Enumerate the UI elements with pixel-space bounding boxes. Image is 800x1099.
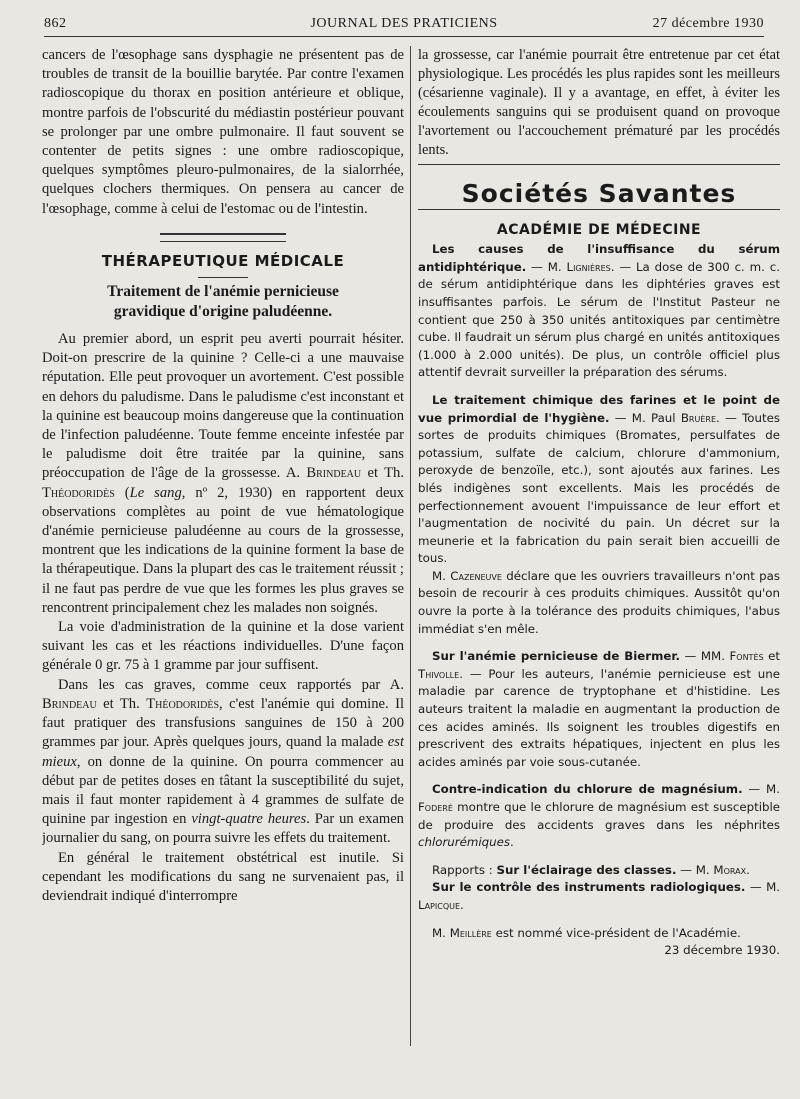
author-name: Meillère (449, 925, 492, 940)
text: et Th. (361, 465, 404, 482)
societes-savantes-title: Sociétés Savantes (461, 179, 737, 208)
item-serum (418, 241, 780, 382)
text: . — Pour les auteurs, l'anémie pernicieuse est une maladie par carence de tryptophane et d'histidine. Les auteurs traitent la maladie en augmentant la production de ces acides aminés. Ils soignent les troubles digestifs en prescrivent des extraits hépatiques, injectent en plus les acides aminés par voie sous-cutanée. (418, 666, 780, 769)
text: . (746, 862, 750, 877)
item-title: Les causes de l'insuffisance du sérum antidiphtérique. (418, 242, 780, 274)
meeting-date: 23 décembre 1930. (664, 943, 780, 958)
journal-name: Le sang (129, 484, 182, 501)
item-radiologiques (418, 879, 780, 914)
text: Dans les cas graves, comme ceux rapportés par A. (58, 676, 404, 693)
page-number: 862 (44, 16, 67, 31)
left-column (42, 46, 404, 1086)
author-name: Foderé (418, 800, 453, 814)
title-divider (198, 277, 248, 278)
text: , on donne de la quinine. On pourra commencer au début par de petites doses en tâtant la susceptibilité du sujet, mais il faut monter rapidement à 4 grammes de sulfate de quinine par ingestion en (42, 753, 404, 828)
article-title-line-1: Traitement de l'anémie pernicieuse (107, 283, 339, 301)
item-title: Sur l'éclairage des classes. (496, 862, 677, 877)
author-name: Cazeneuve (450, 568, 502, 583)
text: . (510, 835, 514, 850)
column-rule (410, 46, 411, 1046)
item-farines (418, 392, 780, 568)
italic-text: est mieux (42, 734, 404, 770)
text: . Par un examen journalier du sang, on pourra suivre les effets du traitement. (42, 811, 404, 847)
section-separator (160, 233, 286, 242)
item-meillere: M. Meillère est nommé vice-président de l'Académie. (432, 925, 741, 940)
author-name: Théodoridès (146, 695, 220, 712)
paragraph-4: En général le traitement obstétrical est inutile. Si cependant les modifications du sang ne survenaient pas, il deviendrait indiqué d'interrompre (42, 849, 404, 904)
author-name: Fontès (729, 649, 764, 664)
text: . (460, 897, 464, 912)
item-title: Contre-indication du chlorure de magnésium. (432, 782, 743, 797)
text: . — Toutes sortes de produits chimiques (Bromates, persulfates de potassium, sulfate de calcium, chlorure d'ammonium, peroxyde de benzoïle, etc.), sont ajoutés aux farines. Les blés indigènes sont excellents. Mais les procédés de perfectionnement avouent l'impuissance de leur effort et l'augmentation de nocivité du pain. Un décret sur la meunerie et la fabrication du pain serait bien accueilli de tous. (418, 410, 780, 566)
author-name: Morax (713, 862, 747, 877)
journal-title: JOURNAL DES PRATICIENS (310, 16, 498, 31)
continued-paragraph: la grossesse, car l'anémie pourrait être entretenue par cet état physiologique. Les procédés les plus rapides sont les meilleurs (césarienne vaginale). Il y a avantage, en effet, à éviter les écoulements sanguins qui se produisent quand on provoque l'avortement ou l'accouchement prématuré par les procédés lents. (418, 47, 780, 158)
author-name: Thivolle (418, 666, 460, 681)
paragraph-3 (42, 676, 404, 849)
author-name: Brindeau (42, 695, 97, 712)
intro-paragraph: cancers de l'œsophage sans dysphagie ne présentent pas de troubles de transit de la bouillie barytée. Par contre l'examen radioscopique du thorax en position antérieure et oblique, montre parfois de l'obscurité du médiastin postérieur pouvant se prolonger par une ombre pulmonaire. Il faut souvent se contenter de petits signes : une ombre radioscopique, quelques symptômes pleuro-pulmonaires, de la sialorrhée, quelques clochers thermiques. On pensera au cancer de l'œsophage, comme à celui de l'estomac ou de l'intestin. (42, 47, 404, 217)
text: ( (114, 484, 130, 501)
right-column (418, 46, 780, 1086)
academie-heading: ACADÉMIE DE MÉDECINE (496, 221, 702, 238)
text: , nº 2, 1930) en rapportent deux observations complètes au point de vue hématologique d'anémie pernicieuse paludéenne au cours de la grossesse, montrent que les indications de la quinine forment la base de la thérapeutique. Dans la plupart des cas le traitement réussit ; il ne faut pas perdre de vue que les formes les plus graves se rencontrent principalement chez les malades non soignés. (42, 484, 404, 616)
italic-text: chlorurémiques (418, 835, 511, 850)
item-rapports (418, 862, 780, 880)
author-name: Brindeau (306, 465, 362, 482)
text: et Th. (96, 695, 147, 712)
article-title-line-2: gravidique d'origine paludéenne. (113, 303, 333, 321)
paragraph-1 (42, 330, 404, 618)
text: est nommé vice-président de l'Académie. (491, 925, 741, 940)
item-title: Le traitement chimique des farines et le point de vue primordial de l'hygiène. (418, 392, 780, 425)
text: montre que le chlorure de magnésium est susceptible de produire des accidents graves dans les néphrites (418, 800, 780, 832)
author-name: Bruère (680, 410, 717, 425)
item-title: Sur l'anémie pernicieuse de Biermer. (432, 649, 680, 664)
text: déclare que les ouvriers travailleurs n'ont pas besoin de recourir à ces produits chimiques. Aussitôt qu'on ouvre la porte à la tolérance des produits chimiques, l'abus immédiat s'en mêle. (418, 568, 780, 636)
author-name: Théodoridès (42, 484, 115, 501)
author-name: Lignières (566, 259, 611, 274)
paragraph-2: La voie d'administration de la quinine et la dose varient suivant les cas et les réactions individuelles. D'une façon générale 0 gr. 75 à 1 gramme par jour suffisent. (42, 619, 404, 674)
page-header (44, 14, 764, 37)
text: — M. Paul (609, 410, 681, 425)
text: . — La dose de 300 c. m. c. de sérum antidiphtérique dans les diphtéries graves est insuffisantes parfois. Le sérum de l'Institut Pasteur ne contient que 250 à 350 unités antitoxiques par centimètre cube. Il faudrait un sérum plus chargé en unités antitoxiques (1.000 à 2.000 unités). De plus, un contrôle officiel plus attentif devrait surveiller la préparation des sérums. (418, 259, 780, 380)
title-rule (418, 209, 780, 210)
text: — M. (676, 862, 714, 877)
text: Au premier abord, un esprit peu averti pourrait hésiter. Doit-on prescrire de la quinine ? Celle-ci a une mauvaise réputation. Elle peut provoquer un avortement. C'est possible en dehors du paludisme. Dans le paludisme c'est inconstant et la quinine est beaucoup moins dangereuse que la continuation de l'infection paludéenne. Toute femme enceinte infestée par le paludisme doit être traitée par la quinine, sans préoccupation de l'âge de la grossesse. A. (42, 331, 404, 482)
text: Rapports : (432, 862, 497, 877)
article-title (42, 282, 404, 322)
text: et (763, 649, 780, 664)
end-rule (418, 164, 780, 165)
closing-line (418, 942, 780, 960)
text: — MM. (679, 649, 730, 664)
section-title: THÉRAPEUTIQUE MÉDICALE (101, 251, 345, 270)
item-magnesium (418, 781, 780, 851)
item-biermer (418, 648, 780, 771)
text: — M. (742, 782, 780, 797)
item-title: Sur le contrôle des instruments radiologiques. (432, 880, 746, 895)
item-cazeneuve: M. Cazeneuve déclare que les ouvriers travailleurs n'ont pas besoin de recourir à ces produits chimiques. Aussitôt qu'on ouvre la porte à la tolérance des produits chimiques, l'abus immédiat s'en mêle. (418, 568, 780, 636)
author-name: Lapicque (418, 897, 461, 912)
text: — M. (526, 259, 567, 274)
italic-text: vingt-quatre heures (191, 811, 307, 828)
text: — M. (745, 880, 780, 895)
issue-date: 27 décembre 1930 (652, 16, 764, 31)
text: , c'est l'anémie qui domine. Il faut pratiquer des transfusions sanguines de 150 à 200 grammes par jour. Après quelques jours, quand la malade (42, 695, 404, 751)
